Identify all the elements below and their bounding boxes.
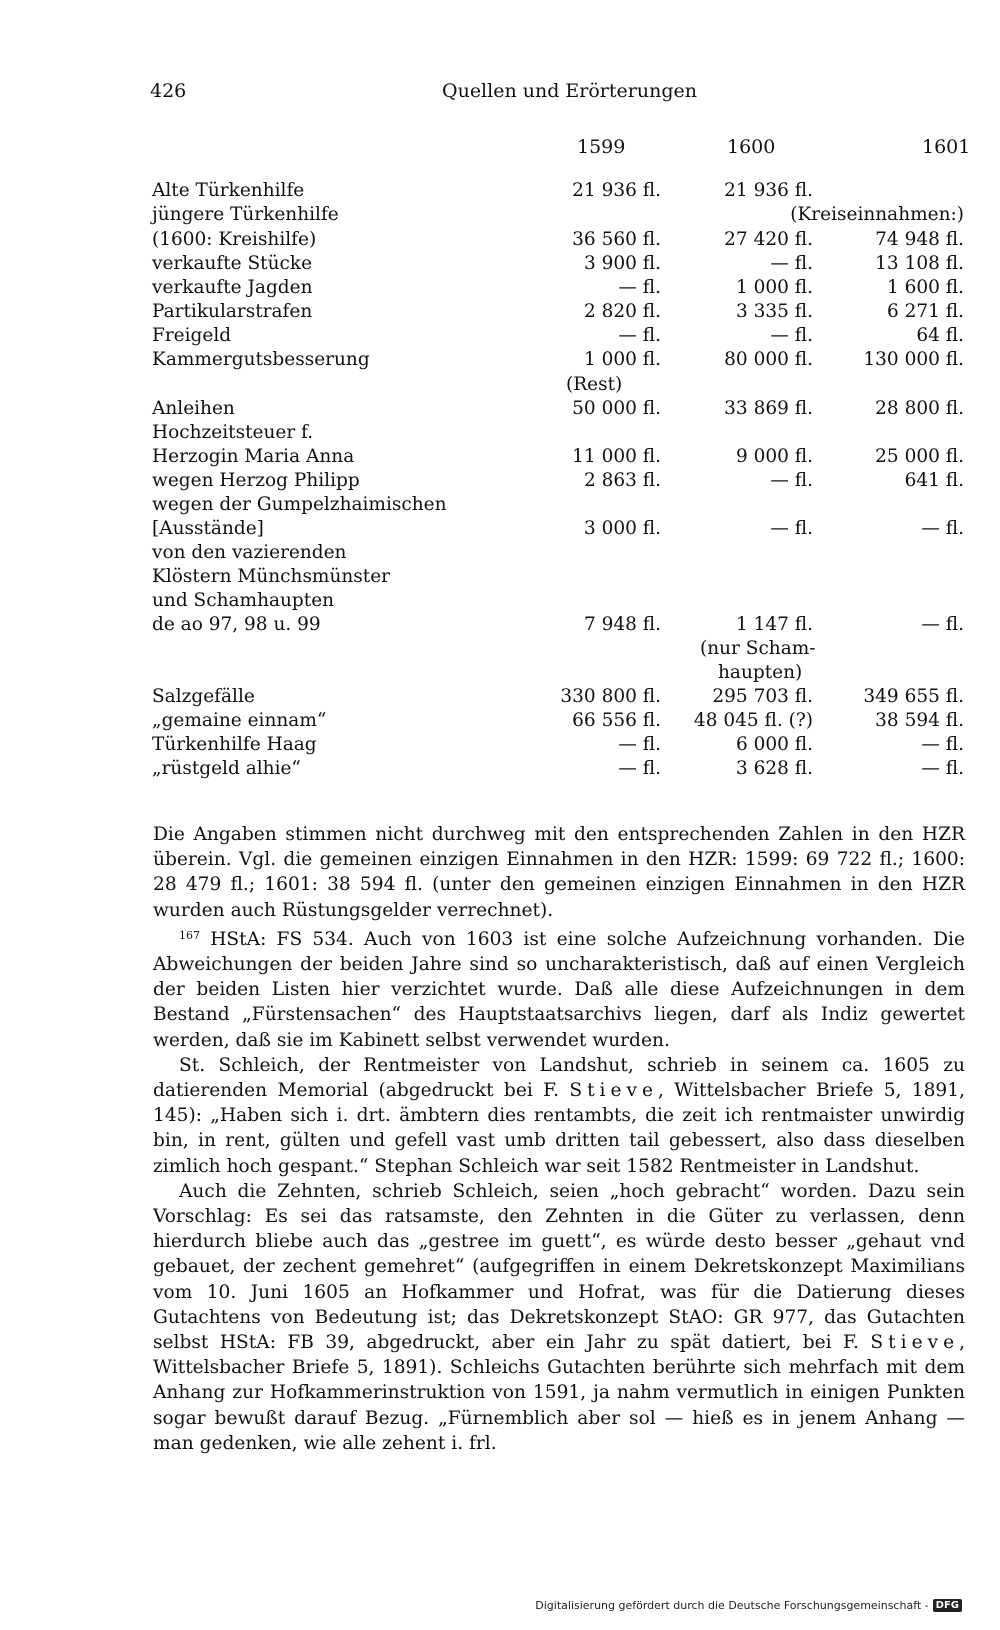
value-1599: 66 556 fl. — [572, 710, 661, 731]
value-1600: 80 000 fl. — [724, 349, 813, 370]
value-1600: 1 147 fl. — [735, 614, 813, 635]
table-row — [0, 446, 1000, 471]
row-label: „rüstgeld alhie“ — [152, 758, 301, 779]
page-number: 426 — [150, 80, 187, 102]
value-1599: — fl. — [618, 325, 661, 346]
row-label: Hochzeitsteuer f. — [152, 422, 314, 443]
table-row — [0, 470, 1000, 495]
value-1599: (Rest) — [566, 374, 623, 395]
row-label: verkaufte Stücke — [152, 253, 313, 274]
paragraph-4 — [153, 1179, 965, 1456]
table-row — [0, 253, 1000, 278]
row-label: jüngere Türkenhilfe — [152, 204, 339, 225]
value-1600: — fl. — [770, 470, 813, 491]
row-label: Freigeld — [152, 325, 232, 346]
value-1600: — fl. — [770, 253, 813, 274]
row-label: von den vazierenden — [152, 542, 347, 563]
author-name: Stieve — [870, 1332, 960, 1354]
value-1601: — fl. — [921, 518, 964, 539]
value-1600: 6 000 fl. — [735, 734, 813, 755]
paragraph-2-text: HStA: FS 534. Auch von 1603 ist eine solche Aufzeichnung vorhanden. Die Abweichungen der beiden Jahre sind so uncharakteristisch, daß auf einen Vergleich der beiden Listen hier verzichtet wurde. Daß alle diese Aufzeichnungen in dem Bestand „Fürstensachen“ des Hauptstaatsarchivs liegen, darf als Indiz gewertet werden, daß sie im Kabinett selbst verwendet wurden. — [153, 928, 965, 1051]
table-row — [0, 638, 1000, 663]
table-row — [0, 734, 1000, 759]
value-1601: 1 600 fl. — [886, 277, 964, 298]
value-1601: 38 594 fl. — [875, 710, 964, 731]
paragraph-4-text-b: , Wittelsbacher Briefe 5, 1891). Schleichs Gutachten berührte sich mehrfach mit dem Anhang zur Hofkammerinstruktion von 1591, ja nahm vermutlich in einigen Punkten sogar bewußt darauf Bezug. „Fürnemblich aber sol — hieß es in jenem Anhang — man gedenken, wie alle zehent i. frl. — [153, 1332, 965, 1454]
row-label: Klöstern Münchsmünster — [152, 566, 391, 587]
table-row — [0, 277, 1000, 302]
paragraph-3-text-a: St. Schleich, der Rentmeister von Landshut, schrieb in seinem ca. 1605 zu datierenden Memorial (abgedruckt bei F. — [153, 1054, 965, 1102]
value-1600: (nur Scham- — [700, 638, 816, 659]
value-1599: 7 948 fl. — [583, 614, 661, 635]
value-1601: 641 fl. — [904, 470, 964, 491]
value-1599: 11 000 fl. — [572, 446, 661, 467]
row-label: und Schamhaupten — [152, 590, 335, 611]
row-label: Partikularstrafen — [152, 301, 313, 322]
table-row — [0, 349, 1000, 374]
value-1599: — fl. — [618, 758, 661, 779]
body-text — [153, 822, 965, 1456]
value-1600: 1 000 fl. — [735, 277, 813, 298]
value-1600: — fl. — [770, 325, 813, 346]
year-column-1600: 1600 — [727, 136, 776, 158]
paragraph-2 — [153, 923, 965, 1053]
table-row — [0, 758, 1000, 783]
table-row — [0, 398, 1000, 423]
value-1601: 64 fl. — [916, 325, 964, 346]
value-1601: 28 800 fl. — [875, 398, 964, 419]
table-row — [0, 422, 1000, 447]
value-1600: 295 703 fl. — [712, 686, 813, 707]
paragraph-3-text-b: , Wittelsbacher Briefe 5, 1891, 145): „Haben sich i. drt. ämbtern dies rentambts, die zeit ich rentmaister unwirdig bin, in rent, gülten und gefell vast umb dritten tail gebessert, also dass dieselben zimlich hoch gespant.“ Stephan Schleich war seit 1582 Rentmeister in Landshut. — [153, 1080, 965, 1177]
row-label: (1600: Kreishilfe) — [152, 229, 317, 250]
table-row — [0, 374, 1000, 399]
table-row — [0, 566, 1000, 591]
value-1600: 27 420 fl. — [724, 229, 813, 250]
value-1599: — fl. — [618, 277, 661, 298]
digitization-footer — [535, 1599, 962, 1612]
value-1601: 74 948 fl. — [875, 229, 964, 250]
value-1601: — fl. — [921, 614, 964, 635]
year-column-1599: 1599 — [577, 136, 626, 158]
value-1600: 33 869 fl. — [724, 398, 813, 419]
value-1599: 50 000 fl. — [572, 398, 661, 419]
value-1599: 36 560 fl. — [572, 229, 661, 250]
row-label: verkaufte Jagden — [152, 277, 313, 298]
row-label: wegen der Gumpelzhaimischen — [152, 494, 447, 515]
value-1599: 3 000 fl. — [583, 518, 661, 539]
row-label: Herzogin Maria Anna — [152, 446, 355, 467]
row-label: Anleihen — [152, 398, 235, 419]
value-1600: 48 045 fl. (?) — [693, 710, 813, 731]
value-1600: haupten) — [718, 662, 803, 683]
row-label: Salzgefälle — [152, 686, 255, 707]
dfg-logo-icon: DFG — [933, 1599, 962, 1612]
paragraph-1: Die Angaben stimmen nicht durchweg mit den entsprechenden Zahlen in den HZR überein. Vgl. die gemeinen einzigen Einnahmen in den HZR: 1599: 69 722 fl.; 1600: 28 479 fl.; 1601: 38 594 fl. (unter den gemeinen einzigen Einnahmen in den HZR wurden auch Rüstungsgelder verrechnet). — [153, 824, 965, 921]
table-row — [0, 301, 1000, 326]
table-row — [0, 204, 1000, 229]
value-1601: — fl. — [921, 734, 964, 755]
table-row — [0, 662, 1000, 687]
value-1600: 21 936 fl. — [724, 180, 813, 201]
table-row — [0, 229, 1000, 254]
table-row — [0, 494, 1000, 519]
table-row — [0, 614, 1000, 639]
value-1601: 349 655 fl. — [863, 686, 964, 707]
footer-text: Digitalisierung gefördert durch die Deutsche Forschungsgemeinschaft - — [535, 1599, 929, 1612]
value-1599: 3 900 fl. — [583, 253, 661, 274]
value-1601: 13 108 fl. — [875, 253, 964, 274]
value-1600: — fl. — [770, 518, 813, 539]
table-row — [0, 590, 1000, 615]
row-label: Türkenhilfe Haag — [152, 734, 317, 755]
running-title: Quellen und Erörterungen — [442, 80, 697, 102]
value-1599: 2 863 fl. — [583, 470, 661, 491]
row-label: Alte Türkenhilfe — [152, 180, 305, 201]
author-name: Stieve — [569, 1080, 659, 1102]
value-1601: 130 000 fl. — [863, 349, 964, 370]
value-1600: 3 628 fl. — [735, 758, 813, 779]
table-row — [0, 325, 1000, 350]
row-label: wegen Herzog Philipp — [152, 470, 360, 491]
table-row — [0, 180, 1000, 205]
value-1600: 9 000 fl. — [735, 446, 813, 467]
paragraph-3 — [153, 1053, 965, 1179]
table-row — [0, 710, 1000, 735]
value-1601: 25 000 fl. — [875, 446, 964, 467]
value-1599: 1 000 fl. — [583, 349, 661, 370]
value-1601: 6 271 fl. — [886, 301, 964, 322]
table-row — [0, 686, 1000, 711]
paragraph-4-text-a: Auch die Zehnten, schrieb Schleich, seien „hoch gebracht“ worden. Dazu sein Vorschlag: Es sei das ratsamste, den Zehnten in die Güter zu verlassen, denn hierdurch bliebe auch das „gestree im guett“, es würde desto besser „gehaut vnd gebauet, der zechent gemehret“ (aufgegriffen in einem Dekretskonzept Maximilians vom 10. Juni 1605 an Hofkammer und Hofrat, was für die Datierung dieses Gutachtens von Bedeutung ist; das Dekretskonzept StAO: GR 977, das Gutachten selbst HStA: FB 39, abgedruckt, aber ein Jahr zu spät datiert, bei F. — [153, 1180, 965, 1354]
value-1599: — fl. — [618, 734, 661, 755]
footnote-number: 167 — [179, 928, 200, 942]
row-label: „gemaine einnam“ — [152, 710, 327, 731]
row-label: [Ausstände] — [152, 518, 264, 539]
year-column-1601: 1601 — [922, 136, 971, 158]
value-1601: (Kreiseinnahmen:) — [790, 204, 964, 225]
value-1601: — fl. — [921, 758, 964, 779]
table-row — [0, 542, 1000, 567]
table-row — [0, 518, 1000, 543]
row-label: Kammergutsbesserung — [152, 349, 370, 370]
value-1599: 330 800 fl. — [560, 686, 661, 707]
value-1599: 2 820 fl. — [583, 301, 661, 322]
value-1599: 21 936 fl. — [572, 180, 661, 201]
row-label: de ao 97, 98 u. 99 — [152, 614, 321, 635]
value-1600: 3 335 fl. — [735, 301, 813, 322]
